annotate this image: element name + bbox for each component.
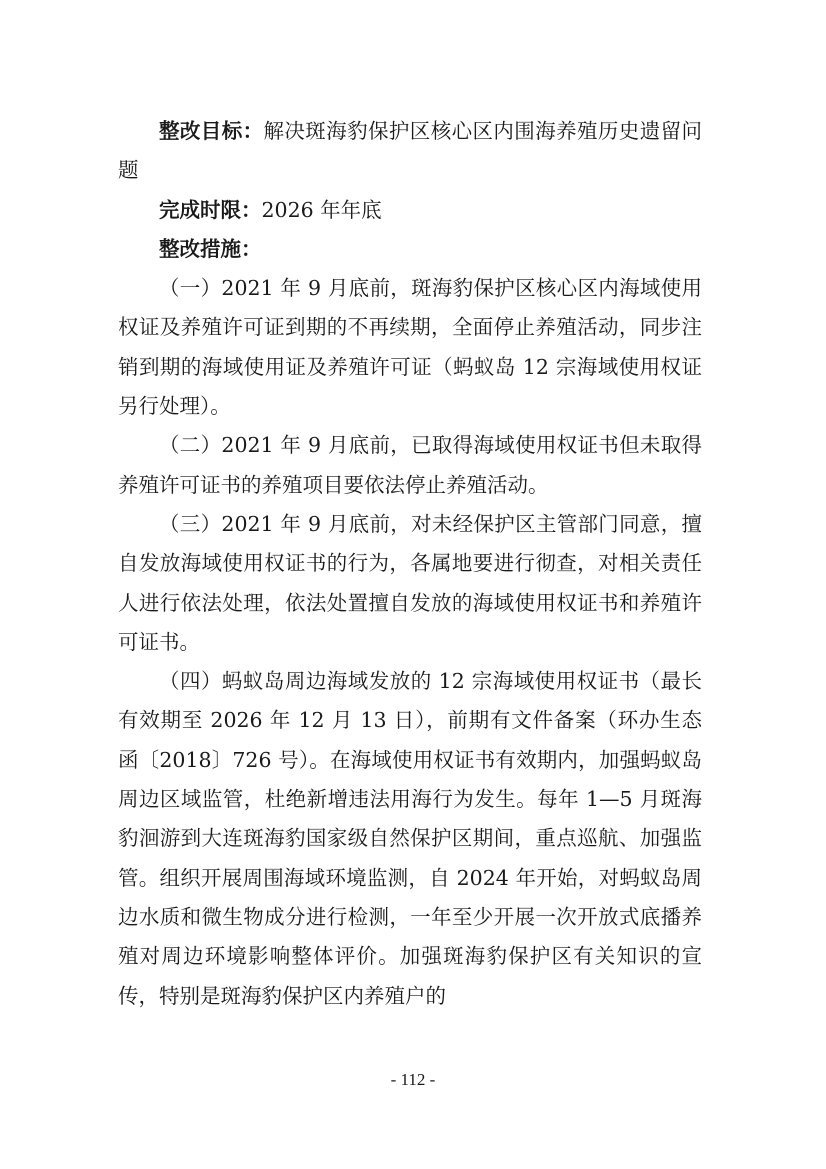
measure-paragraph-3: （三）2021 年 9 月底前，对未经保护区主管部门同意，擅自发放海域使用权证书的行为，各属地要进行彻查，对相关责任人进行依法处理，依法处置擅自发放的海域使用权证书和养殖许可证书。: [118, 511, 702, 654]
target-paragraph: [118, 112, 702, 191]
deadline-label: 完成时限：: [159, 197, 262, 222]
measures-heading: [118, 230, 702, 269]
target-text: 解决斑海豹保护区核心区内围海养殖历史遗留问题: [118, 119, 702, 183]
page-number: - 112 -: [390, 1070, 436, 1089]
measure-paragraph-4: （四）蚂蚁岛周边海域发放的 12 宗海域使用权证书（最长有效期至 2026 年 12 月 13 日），前期有文件备案（环办生态函〔2018〕726 号）。在海域使用权证书有效期内，加强蚂蚁岛周边区域监管，杜绝新增违法用海行为发生。每年 1—5 月斑海豹洄游到大连斑海豹国家级自然保护区期间，重点巡航、加强监管。组织开展周围海域环境监测，自 2024 年开始，对蚂蚁岛周边水质和微生物成分进行检测，一年至少开展一次开放式底播养殖对周边环境影响整体评价。加强斑海豹保护区有关知识的宣传，特别是斑海豹保护区内养殖户的: [118, 669, 702, 1008]
document-body: [118, 112, 702, 1016]
target-label: 整改目标：: [159, 119, 264, 143]
measure-paragraph-1: （一）2021 年 9 月底前，斑海豹保护区核心区内海域使用权证及养殖许可证到期的不再续期，全面停止养殖活动，同步注销到期的海域使用证及养殖许可证（蚂蚁岛 12 宗海域使用权证另行处理）。: [118, 276, 702, 419]
deadline-paragraph: [118, 191, 702, 230]
deadline-text: 2026 年年底: [261, 197, 382, 222]
measures-label: 整改措施：: [159, 236, 262, 261]
measure-paragraph-2: （二）2021 年 9 月底前，已取得海域使用权证书但未取得养殖许可证书的养殖项目要依法停止养殖活动。: [118, 433, 702, 497]
